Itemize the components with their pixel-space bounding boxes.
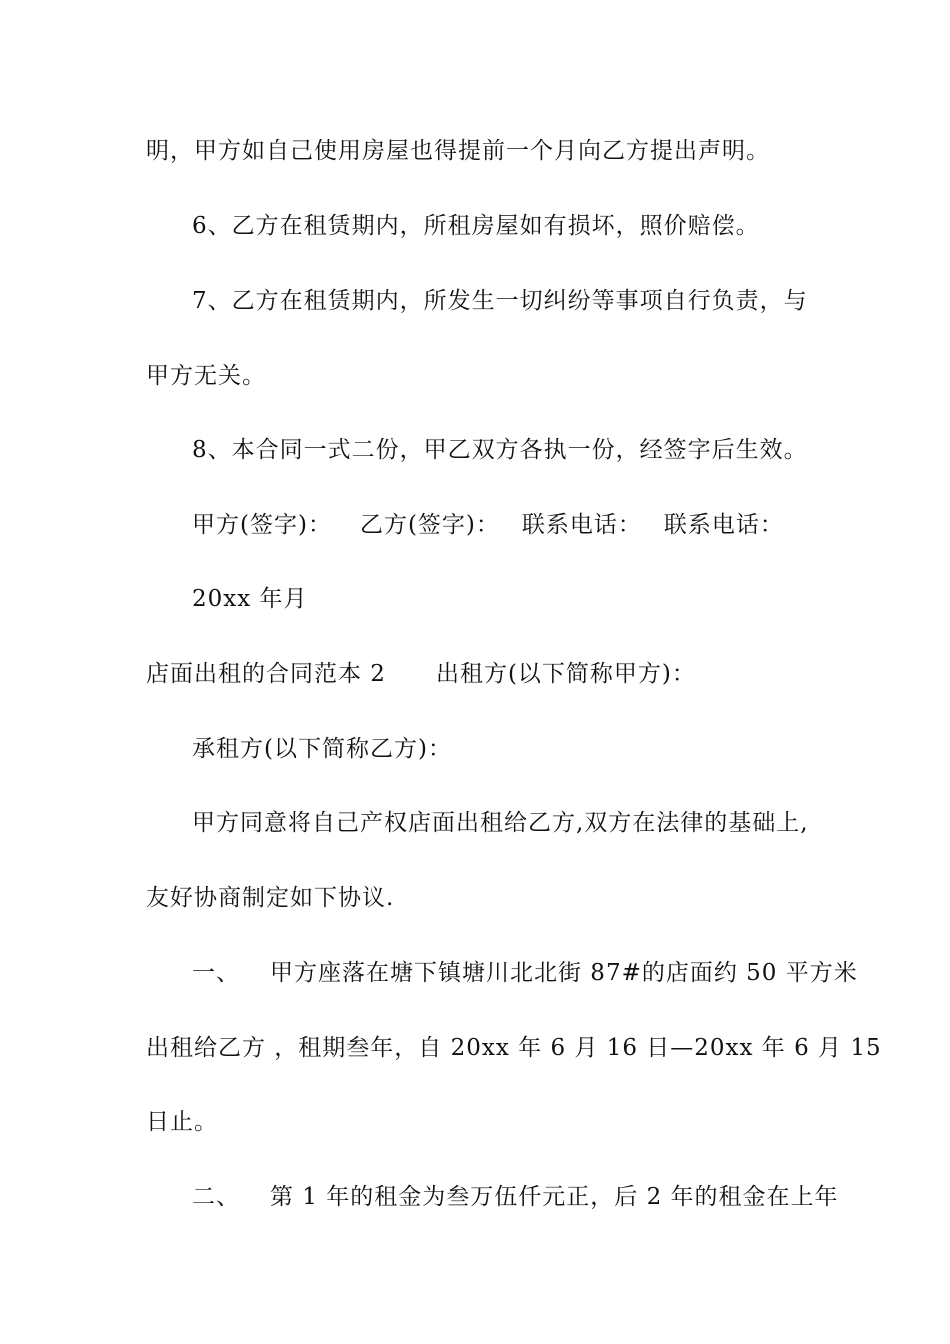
- clause-2-text: 第 1 年的租金为叁万伍仟元正，后 2 年的租金在上年: [270, 1184, 839, 1210]
- lessor-label: 出租方(以下简称甲方)：: [435, 661, 696, 687]
- clause-6: 6、乙方在租赁期内，所租房屋如有损坏，照价赔偿。: [192, 213, 760, 239]
- party-a-phone-label: 联系电话：: [521, 512, 642, 538]
- contract-title: 店面出租的合同范本 2: [146, 661, 386, 687]
- intro-line: 甲方同意将自己产权店面出租给乙方,双方在法律的基础上,: [192, 810, 809, 836]
- contract-title-row: [146, 654, 826, 694]
- clause-1-text: 甲方座落在塘下镇塘川北北街 87#的店面约 50 平方米: [270, 960, 858, 986]
- party-b-signature-label: 乙方(签字)：: [359, 512, 500, 538]
- party-b-phone-label: 联系电话：: [663, 512, 784, 538]
- clause-2-row: [192, 1177, 872, 1217]
- clause-7: 7、乙方在租赁期内，所发生一切纠纷等事项自行负责，与: [192, 288, 808, 314]
- date-line: 20xx 年月: [192, 586, 308, 612]
- text-line: 甲方无关。: [146, 363, 266, 389]
- party-a-signature-label: 甲方(签字)：: [192, 512, 332, 538]
- clause-1-continuation: 出租给乙方 ，租期叁年，自 20xx 年 6 月 16 日—20xx 年 6 月 15: [146, 1035, 882, 1061]
- lessee-label: 承租方(以下简称乙方)：: [192, 736, 452, 762]
- clause-2-number: 二、: [192, 1184, 240, 1210]
- intro-line: 友好协商制定如下协议.: [146, 885, 395, 911]
- clause-1-number: 一、: [192, 960, 240, 986]
- clause-1-continuation: 日止。: [146, 1109, 218, 1135]
- clause-1-row: [192, 953, 872, 993]
- signature-row: [192, 505, 872, 545]
- clause-8: 8、本合同一式二份，甲乙双方各执一份，经签字后生效。: [192, 437, 808, 463]
- text-line: 明，甲方如自己使用房屋也得提前一个月向乙方提出声明。: [146, 138, 770, 164]
